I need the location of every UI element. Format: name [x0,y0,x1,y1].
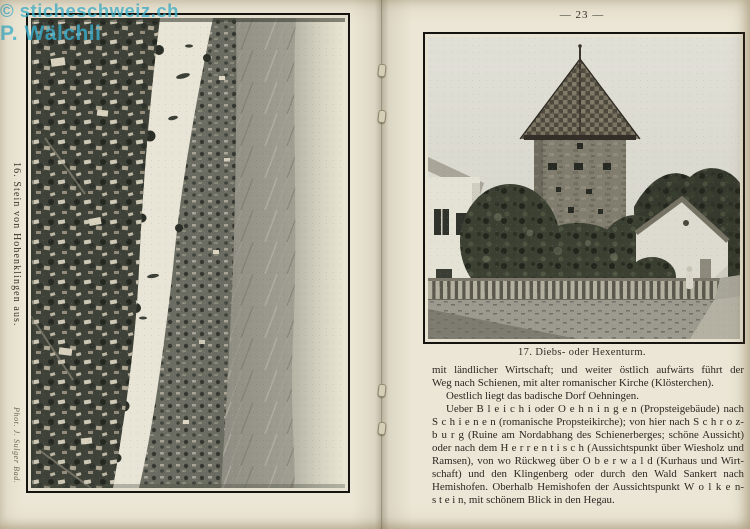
body-line: Ueber B l e i c h i oder O e h n i n g e n (Propsteigebäude) nach [446,402,744,415]
binding-stitch [377,110,386,124]
panorama-photo-frame [26,13,350,493]
body-line: schaft) und den Klingenberg oder durch den Wald Sankert nach [432,467,744,480]
body-line: Hemishofen. Oberhalb Hemishofen der Aussichtspunkt W o l k e n- [432,480,744,493]
binding-crease [381,0,382,529]
left-photo-credit: Phot. J. Sulger Bad. [12,407,21,484]
body-line: Oestlich liegt das badische Dorf Oehningen. [446,389,639,402]
body-line: Ramsen), von wo Rückweg über O b e r w a l d (Kurhaus und Wirt- [432,454,744,467]
body-line: mit ländlicher Wirtschaft; und weiter östlich aufwärts führt der [432,364,744,376]
binding-stitch [377,384,386,398]
body-line: Weg nach Schienen, mit alter romanischer Kirche (Klösterchen). [432,376,714,389]
page-number: — 23 — [559,9,605,21]
binding-stitch [377,64,386,78]
binding-gutter [352,0,412,529]
body-line: b u r g (Ruine am Nordabhang des Schienerberges; schöne Aussicht) [432,428,744,441]
tower-photo-frame [423,32,745,344]
binding-stitch [377,422,386,436]
watermark-site: © sticheschweiz.ch [0,0,179,21]
body-line: S c h i e n e n (romanische Propsteikirche); von hier nach S c h r o z- [432,415,744,428]
left-figure-caption: 16. Stein von Hohenklingen aus. [11,162,22,327]
panorama-photo [31,18,345,488]
body-line: oder nach dem H e r r e n t i s c h (Aussichtspunkt über Wiesholz und [432,441,744,454]
tower-figure-caption: 17. Diebs- oder Hexenturm. [518,347,646,358]
body-text [432,364,744,506]
watermark-author: P. Wälchli [0,22,102,45]
tower-photo [428,37,740,339]
body-line: s t e i n, mit schönem Blick in den Hegau. [432,493,615,506]
